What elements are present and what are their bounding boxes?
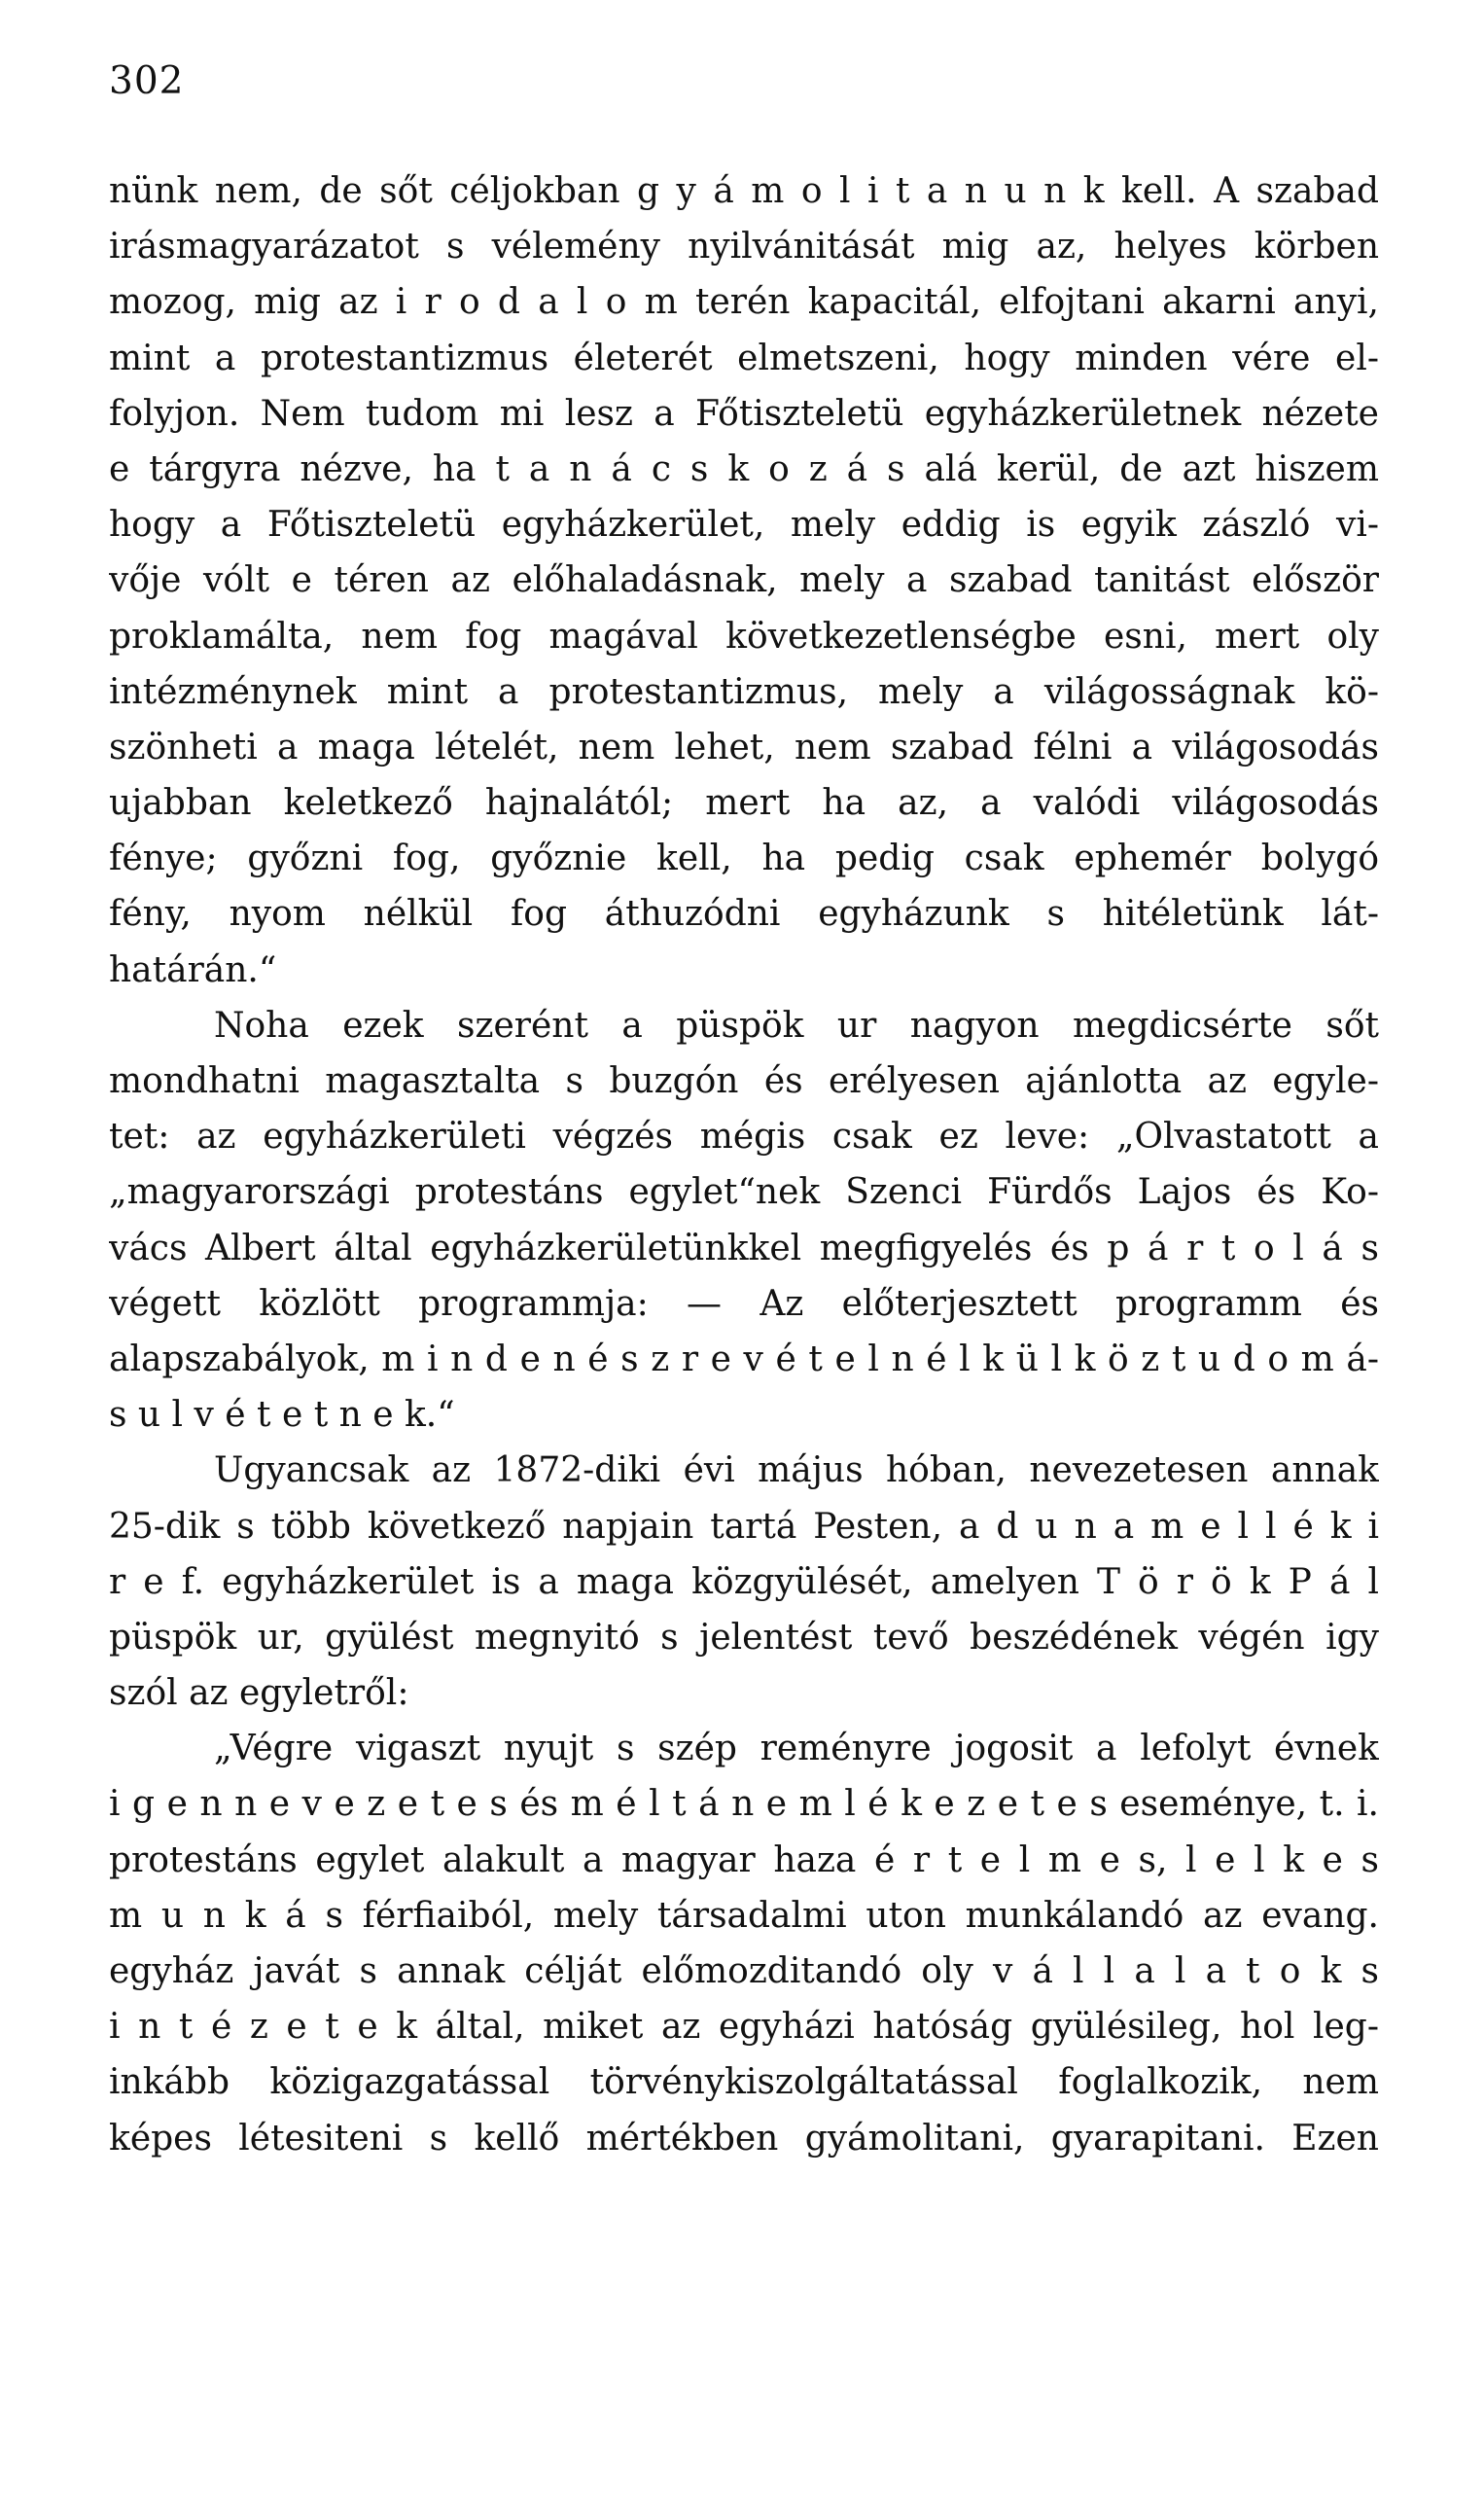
text-line: 25-dik s több következő napjain tartá Pesten, a d u n a m e l l é k i	[109, 1506, 1379, 1547]
text-line: s u l v é t e t n e k.“	[109, 1395, 455, 1436]
text-line: alapszabályok, m i n d e n é s z r e v é t e l n é l k ü l k ö z t u d o m á-	[109, 1338, 1379, 1379]
text-line: fénye; győzni fog, győznie kell, ha pedig csak ephemér bolygó	[109, 839, 1379, 879]
text-line: mondhatni magasztalta s buzgón és erélyesen ajánlotta az egyle-	[109, 1061, 1379, 1101]
text-line: ujabban keletkező hajnalától; mert ha az, a valódi világosodás	[109, 783, 1379, 824]
text-line: i n t é z e t e k által, miket az egyházi hatóság gyülésileg, hol leg-	[109, 2007, 1379, 2048]
text-line: „magyarországi protestáns egylet“nek Szenci Fürdős Lajos és Ko-	[109, 1172, 1379, 1213]
text-line: irásmagyarázatot s vélemény nyilvánitását mig az, helyes körben	[109, 227, 1379, 268]
text-line: m u n k á s férfiaiból, mely társadalmi uton munkálandó az evang.	[109, 1895, 1379, 1936]
text-line: hogy a Főtiszteletü egyházkerület, mely eddig is egyik zászló vi-	[109, 505, 1379, 546]
text-line: tet: az egyházkerületi végzés mégis csak ez leve: „Olvastatott a	[109, 1117, 1379, 1158]
text-line: i g e n n e v e z e t e s és m é l t á n e m l é k e z e t e s eseménye, t. i.	[109, 1784, 1379, 1825]
text-line: mozog, mig az i r o d a l o m terén kapacitál, elfojtani akarni anyi,	[109, 282, 1379, 323]
text-line: egyház javát s annak célját előmozditandó oly v á l l a l a t o k s	[109, 1951, 1379, 1991]
text-line: r e f. egyházkerület is a maga közgyülését, amelyen T ö r ö k P á l	[109, 1561, 1379, 1602]
text-line: folyjon. Nem tudom mi lesz a Főtiszteletü egyházkerületnek nézete	[109, 393, 1379, 434]
text-line: vője vólt e téren az előhaladásnak, mely a szabad tanitást először	[109, 560, 1379, 601]
text-line: mint a protestantizmus életerét elmetszeni, hogy minden vére el-	[109, 338, 1379, 378]
text-line: Ugyancsak az 1872-diki évi május hóban, nevezetesen annak	[214, 1450, 1379, 1491]
body-text	[109, 163, 1379, 2166]
text-line: „Végre vigaszt nyujt s szép reményre jogosit a lefolyt évnek	[214, 1729, 1379, 1769]
text-line: püspök ur, gyülést megnyitó s jelentést tevő beszédének végén igy	[109, 1617, 1379, 1658]
text-line: protestáns egylet alakult a magyar haza é r t e l m e s, l e l k e s	[109, 1839, 1379, 1880]
text-line: intézménynek mint a protestantizmus, mely a világosságnak kö-	[109, 671, 1379, 712]
page-number: 302	[109, 59, 185, 103]
text-line: nünk nem, de sőt céljokban g y á m o l i t a n u n k kell. A szabad	[109, 171, 1379, 211]
text-line: e tárgyra nézve, ha t a n á c s k o z á s alá kerül, de azt hiszem	[109, 448, 1379, 489]
text-line: Noha ezek szerént a püspök ur nagyon megdicsérte sőt	[214, 1005, 1379, 1046]
text-line: határán.“	[109, 949, 277, 990]
text-line: szönheti a maga lételét, nem lehet, nem szabad félni a világosodás	[109, 727, 1379, 767]
text-line: képes létesiteni s kellő mértékben gyámolitani, gyarapitani. Ezen	[109, 2118, 1379, 2159]
text-line: szól az egyletről:	[109, 1673, 409, 1714]
text-line: végett közlött programmja: — Az előterjesztett programm és	[109, 1283, 1379, 1324]
text-line: proklamálta, nem fog magával következetlenségbe esni, mert oly	[109, 616, 1379, 657]
text-line: inkább közigazgatással törvénykiszolgáltatással foglalkozik, nem	[109, 2062, 1379, 2103]
text-line: vács Albert által egyházkerületünkkel megfigyelés és p á r t o l á s	[109, 1228, 1379, 1268]
text-line: fény, nyom nélkül fog áthuzódni egyházunk s hitéletünk lát-	[109, 894, 1379, 935]
